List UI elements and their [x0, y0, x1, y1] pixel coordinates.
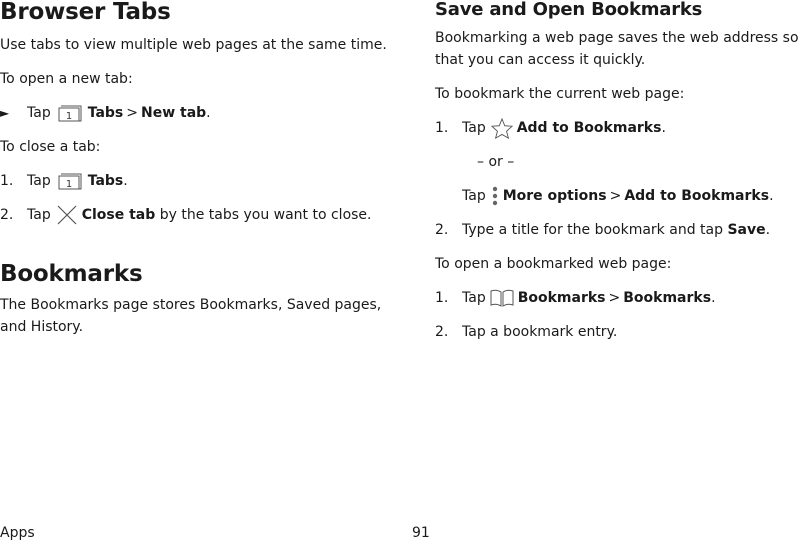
close-icon — [56, 204, 78, 226]
open-tab-step — [0, 102, 400, 124]
bookmark-step-1-alt — [435, 185, 806, 207]
close-tab-bold: Close tab — [81, 207, 156, 223]
add-to-bookmarks-label: Add to Bookmarks — [516, 120, 662, 136]
open-bookmark-step-1 — [435, 287, 806, 309]
current-page-label: To bookmark the current web page: — [435, 86, 685, 102]
tabs-icon — [56, 171, 84, 191]
bookmark-step-1 — [435, 117, 806, 139]
tabs-label: Tabs — [87, 105, 124, 121]
or-separator: – or – — [477, 154, 515, 170]
bookmarks-icon — [489, 288, 515, 308]
period: . — [661, 120, 666, 136]
step-number: 2. — [435, 222, 449, 238]
separator: > — [609, 188, 622, 204]
tap-word: Tap — [27, 105, 51, 121]
tap-word: Tap — [462, 290, 486, 306]
period: . — [711, 290, 716, 306]
bookmarks-intro: Bookmarking a web page saves the web address so that you can access it quickly. — [435, 30, 799, 68]
save-label: Save — [727, 222, 766, 238]
browser-tabs-heading: Browser Tabs — [0, 0, 171, 25]
period: . — [765, 222, 771, 238]
tap-word: Tap — [27, 173, 51, 189]
bookmark-step-2 — [435, 219, 806, 241]
tabs-intro: Use tabs to view multiple web pages at the same time. — [0, 37, 387, 53]
step-text: Type a title for the bookmark and tap — [462, 222, 728, 238]
tap-word: Tap — [462, 188, 486, 204]
close-tab-label: To close a tab: — [0, 139, 101, 155]
step-number: 1. — [435, 290, 449, 306]
separator: > — [608, 290, 621, 306]
bookmarks-label: Bookmarks — [517, 290, 606, 306]
separator: > — [126, 105, 138, 121]
period: . — [206, 105, 211, 121]
close-step-rest: by the tabs you want to close. — [155, 207, 372, 223]
page-number: 91 — [412, 525, 430, 541]
add-to-bookmarks-label: Add to Bookmarks — [624, 188, 770, 204]
new-tab-label: New tab — [140, 105, 207, 121]
open-bookmark-label: To open a bookmarked web page: — [435, 256, 672, 272]
footer-section: Apps — [0, 525, 35, 541]
star-icon — [491, 118, 513, 139]
tabs-label: Tabs — [87, 173, 124, 189]
close-step-1 — [0, 170, 400, 192]
more-options-icon — [492, 186, 498, 206]
tabs-icon-number: 1 — [65, 179, 72, 190]
save-open-bookmarks-heading: Save and Open Bookmarks — [435, 0, 703, 20]
period: . — [769, 188, 774, 204]
open-tab-label: To open a new tab: — [0, 71, 133, 87]
step-number: 1. — [0, 173, 14, 189]
open-bookmark-step-2 — [435, 321, 806, 343]
tabs-icon — [56, 103, 84, 123]
bookmarks-heading: Bookmarks — [0, 261, 143, 287]
tap-word: Tap — [27, 207, 51, 223]
bookmarks-text: The Bookmarks page stores Bookmarks, Saved pages, and History. — [0, 297, 382, 335]
more-options-label: More options — [502, 188, 607, 204]
bullet-arrow: ► — [0, 106, 10, 120]
step-number: 1. — [435, 120, 449, 136]
step-number: 2. — [0, 207, 14, 223]
step-number: 2. — [435, 324, 449, 340]
tap-word: Tap — [462, 120, 486, 136]
right-column — [435, 0, 806, 343]
step-text: Tap a bookmark entry. — [462, 324, 618, 340]
close-step-2 — [0, 204, 400, 226]
period: . — [123, 173, 128, 189]
left-column — [0, 0, 400, 338]
bookmarks-tab-label: Bookmarks — [623, 290, 712, 306]
tabs-icon-number: 1 — [65, 111, 72, 122]
